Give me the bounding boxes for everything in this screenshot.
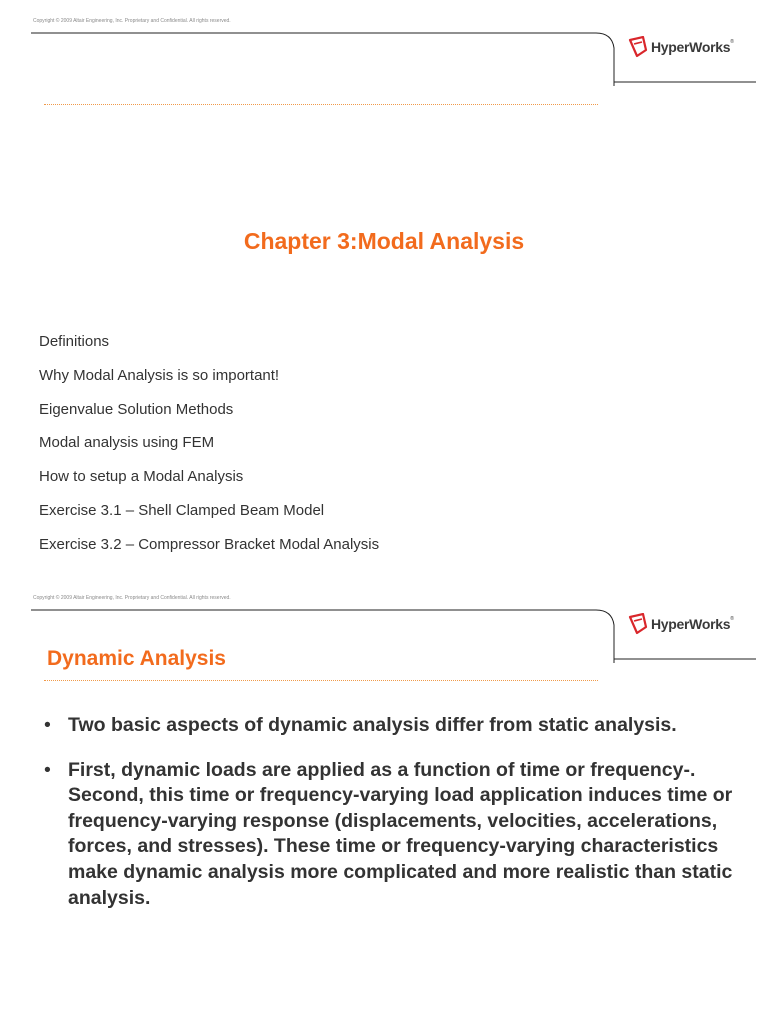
bullet-item <box>44 758 744 912</box>
logo-text: HyperWorks® <box>651 616 734 632</box>
copyright-notice: Copyright © 2009 Altair Engineering, Inc. Proprietary and Confidential. All rights reserved. <box>33 18 231 24</box>
bullet-marker: • <box>44 714 51 736</box>
topic-item: How to setup a Modal Analysis <box>39 468 244 486</box>
topic-item: Eigenvalue Solution Methods <box>39 400 234 418</box>
hyperworks-logo-icon <box>628 36 648 58</box>
section-title: Dynamic Analysis <box>47 647 226 670</box>
bullet-list <box>44 713 744 930</box>
topic-item: Exercise 3.1 – Shell Clamped Beam Model <box>39 501 325 519</box>
hyperworks-logo <box>628 613 734 635</box>
bullet-marker: • <box>44 758 51 781</box>
bullet-item <box>44 713 744 739</box>
bullet-text: First, dynamic loads are applied as a function of time or frequency-. Second, this time or frequency-varying load application induces time or frequency-varying response (displacements, velocities, accelerations, forces, and stresses). These time or frequency-varying characteristics make dynamic analysis more complicated and more realistic than static analysis. <box>68 758 733 909</box>
logo-text: HyperWorks® <box>651 39 734 55</box>
topic-item: Exercise 3.2 – Compressor Bracket Modal Analysis <box>39 535 380 553</box>
topic-list <box>39 332 379 569</box>
title-divider <box>44 104 598 105</box>
chapter-title: Chapter 3:Modal Analysis <box>243 228 525 254</box>
copyright-notice: Copyright © 2009 Altair Engineering, Inc. Proprietary and Confidential. All rights reserved. <box>33 595 231 601</box>
title-divider <box>44 680 598 681</box>
topic-item: Why Modal Analysis is so important! <box>39 366 280 384</box>
hyperworks-logo <box>628 36 734 58</box>
topic-item: Definitions <box>39 333 110 350</box>
topic-item: Modal analysis using FEM <box>39 434 215 452</box>
slide-dynamic-analysis <box>0 573 768 1024</box>
bullet-text: Two basic aspects of dynamic analysis differ from static analysis. <box>68 714 677 736</box>
hyperworks-logo-icon <box>628 613 648 635</box>
